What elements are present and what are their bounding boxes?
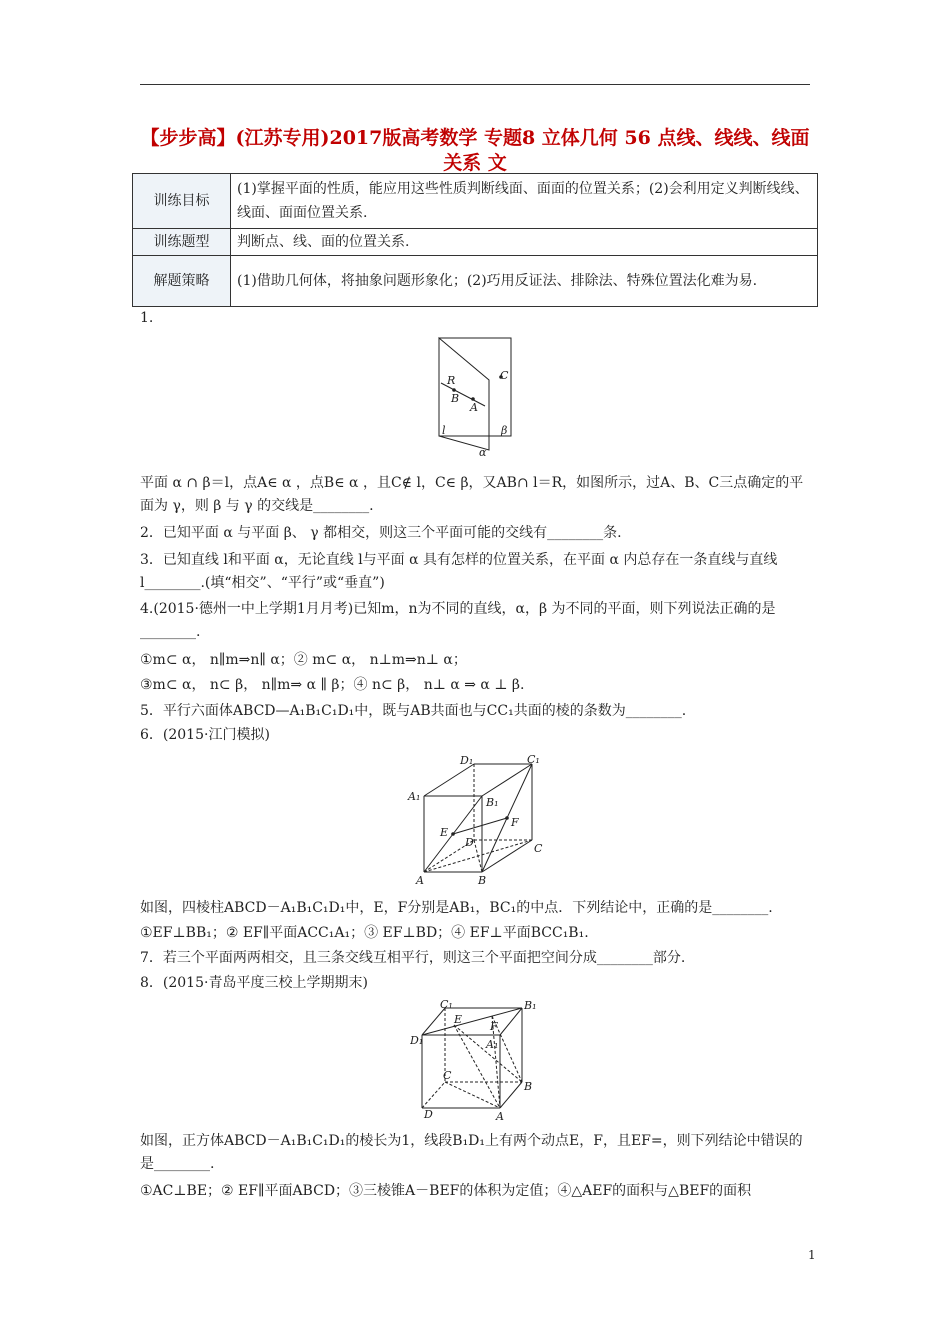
table-row — [133, 229, 818, 256]
label-c: C — [534, 842, 543, 855]
label-a: A — [496, 1110, 504, 1122]
question-8: 8．(2015·青岛平度三校上学期期末) — [140, 975, 368, 991]
label-c: C — [443, 1069, 452, 1082]
point-f-dot — [505, 816, 509, 820]
label-e: E — [440, 826, 449, 839]
training-table — [132, 173, 818, 307]
table-row — [133, 256, 818, 307]
label-c1: C₁ — [527, 753, 540, 766]
question-4: 4.(2015·德州一中上学期1月月考)已知m，n为不同的直线，α，β 为不同的平面，则下列说法正确的是________. — [140, 601, 776, 640]
table-key: 训练目标 — [133, 174, 231, 229]
label-e: E — [454, 1013, 463, 1026]
table-value: (1)掌握平面的性质，能应用这些性质判断线面、面面的位置关系；(2)会利用定义判断线线、线面、面面位置关系. — [231, 174, 818, 229]
label-c: C — [500, 369, 509, 382]
label-alpha: α — [479, 446, 487, 459]
figure-3-cube — [410, 1000, 545, 1122]
question-7: 7．若三个平面两两相交，且三条交线互相平行，则这三个平面把空间分成________部分. — [140, 950, 686, 966]
label-beta: β — [501, 424, 508, 437]
figure-2-prism — [402, 752, 552, 888]
label-b1: B₁ — [486, 796, 499, 809]
label-r: R — [447, 374, 456, 387]
page-number: 1 — [808, 1248, 816, 1262]
point-e-dot — [451, 832, 455, 836]
label-b: B — [478, 874, 487, 887]
label-b: B — [451, 392, 460, 405]
question-4-options-1: ①m⊂ α， n∥m⇒n∥ α；② m⊂ α， n⊥m⇒n⊥ α； — [140, 652, 467, 668]
question-5: 5．平行六面体ABCD—A₁B₁C₁D₁中，既与AB共面也与CC₁共面的棱的条数为________. — [140, 703, 687, 719]
label-d1: D₁ — [460, 754, 474, 767]
label-c1: C₁ — [440, 1000, 453, 1011]
figure-1-planes — [425, 330, 525, 462]
question-2: 2．已知平面 α 与平面 β、 γ 都相交，则这三个平面可能的交线有________条. — [140, 525, 622, 541]
header-rule — [140, 84, 810, 85]
question-6-text: 如图，四棱柱ABCD－A₁B₁C₁D₁中，E，F分别是AB₁，BC₁的中点．下列结论中，正确的是________. — [140, 900, 773, 916]
table-value: 判断点、线、面的位置关系. — [231, 229, 818, 256]
document-title: 【步步高】(江苏专用)2017版高考数学 专题8 立体几何 56 点线、线线、线面关系 文 — [140, 127, 810, 174]
question-4-options-2: ③m⊂ α， n⊂ β， n∥m⇒ α ∥ β；④ n⊂ β， n⊥ α ⇒ α ⊥ β. — [140, 677, 525, 693]
question-6: 6．(2015·江门模拟) — [140, 727, 270, 743]
label-d: D — [424, 1108, 433, 1121]
question-1-number: 1. — [140, 310, 154, 326]
question-1-text: 平面 α ∩ β＝l，点A∈ α ，点B∈ α ，且C∉ l，C∈ β，又AB∩ l＝R，如图所示，过A、B、C三点确定的平面为 γ，则 β 与 γ 的交线是________. — [140, 475, 804, 514]
label-b: B — [524, 1080, 533, 1093]
label-f: F — [490, 1020, 498, 1033]
label-b1: B₁ — [524, 1000, 537, 1012]
label-f: F — [511, 816, 519, 829]
table-key: 训练题型 — [133, 229, 231, 256]
label-a: A — [416, 874, 424, 887]
question-8-options: ①AC⊥BE；② EF∥平面ABCD；③三棱锥A－BEF的体积为定值；④△AEF的面积与△BEF的面积 — [140, 1183, 752, 1199]
label-l: l — [442, 424, 446, 437]
label-a1: A₁ — [486, 1038, 499, 1051]
table-key: 解题策略 — [133, 256, 231, 307]
question-8-text: 如图，正方体ABCD－A₁B₁C₁D₁的棱长为1，线段B₁D₁上有两个动点E，F，且EF=，则下列结论中错误的是________. — [140, 1133, 803, 1172]
label-a1: A₁ — [408, 790, 421, 803]
table-value: (1)借助几何体，将抽象问题形象化；(2)巧用反证法、排除法、特殊位置法化难为易. — [231, 256, 818, 307]
label-a: A — [470, 401, 478, 414]
table-row — [133, 174, 818, 229]
label-d: D — [465, 836, 474, 849]
question-6-options: ①EF⊥BB₁；② EF∥平面ACC₁A₁；③ EF⊥BD；④ EF⊥平面BCC₁B₁. — [140, 925, 589, 941]
label-d1: D₁ — [410, 1034, 424, 1047]
question-3: 3．已知直线 l和平面 α，无论直线 l与平面 α 具有怎样的位置关系，在平面 α 内总存在一条直线与直线 l________.(填“相交”、“平行”或“垂直”) — [140, 552, 778, 591]
